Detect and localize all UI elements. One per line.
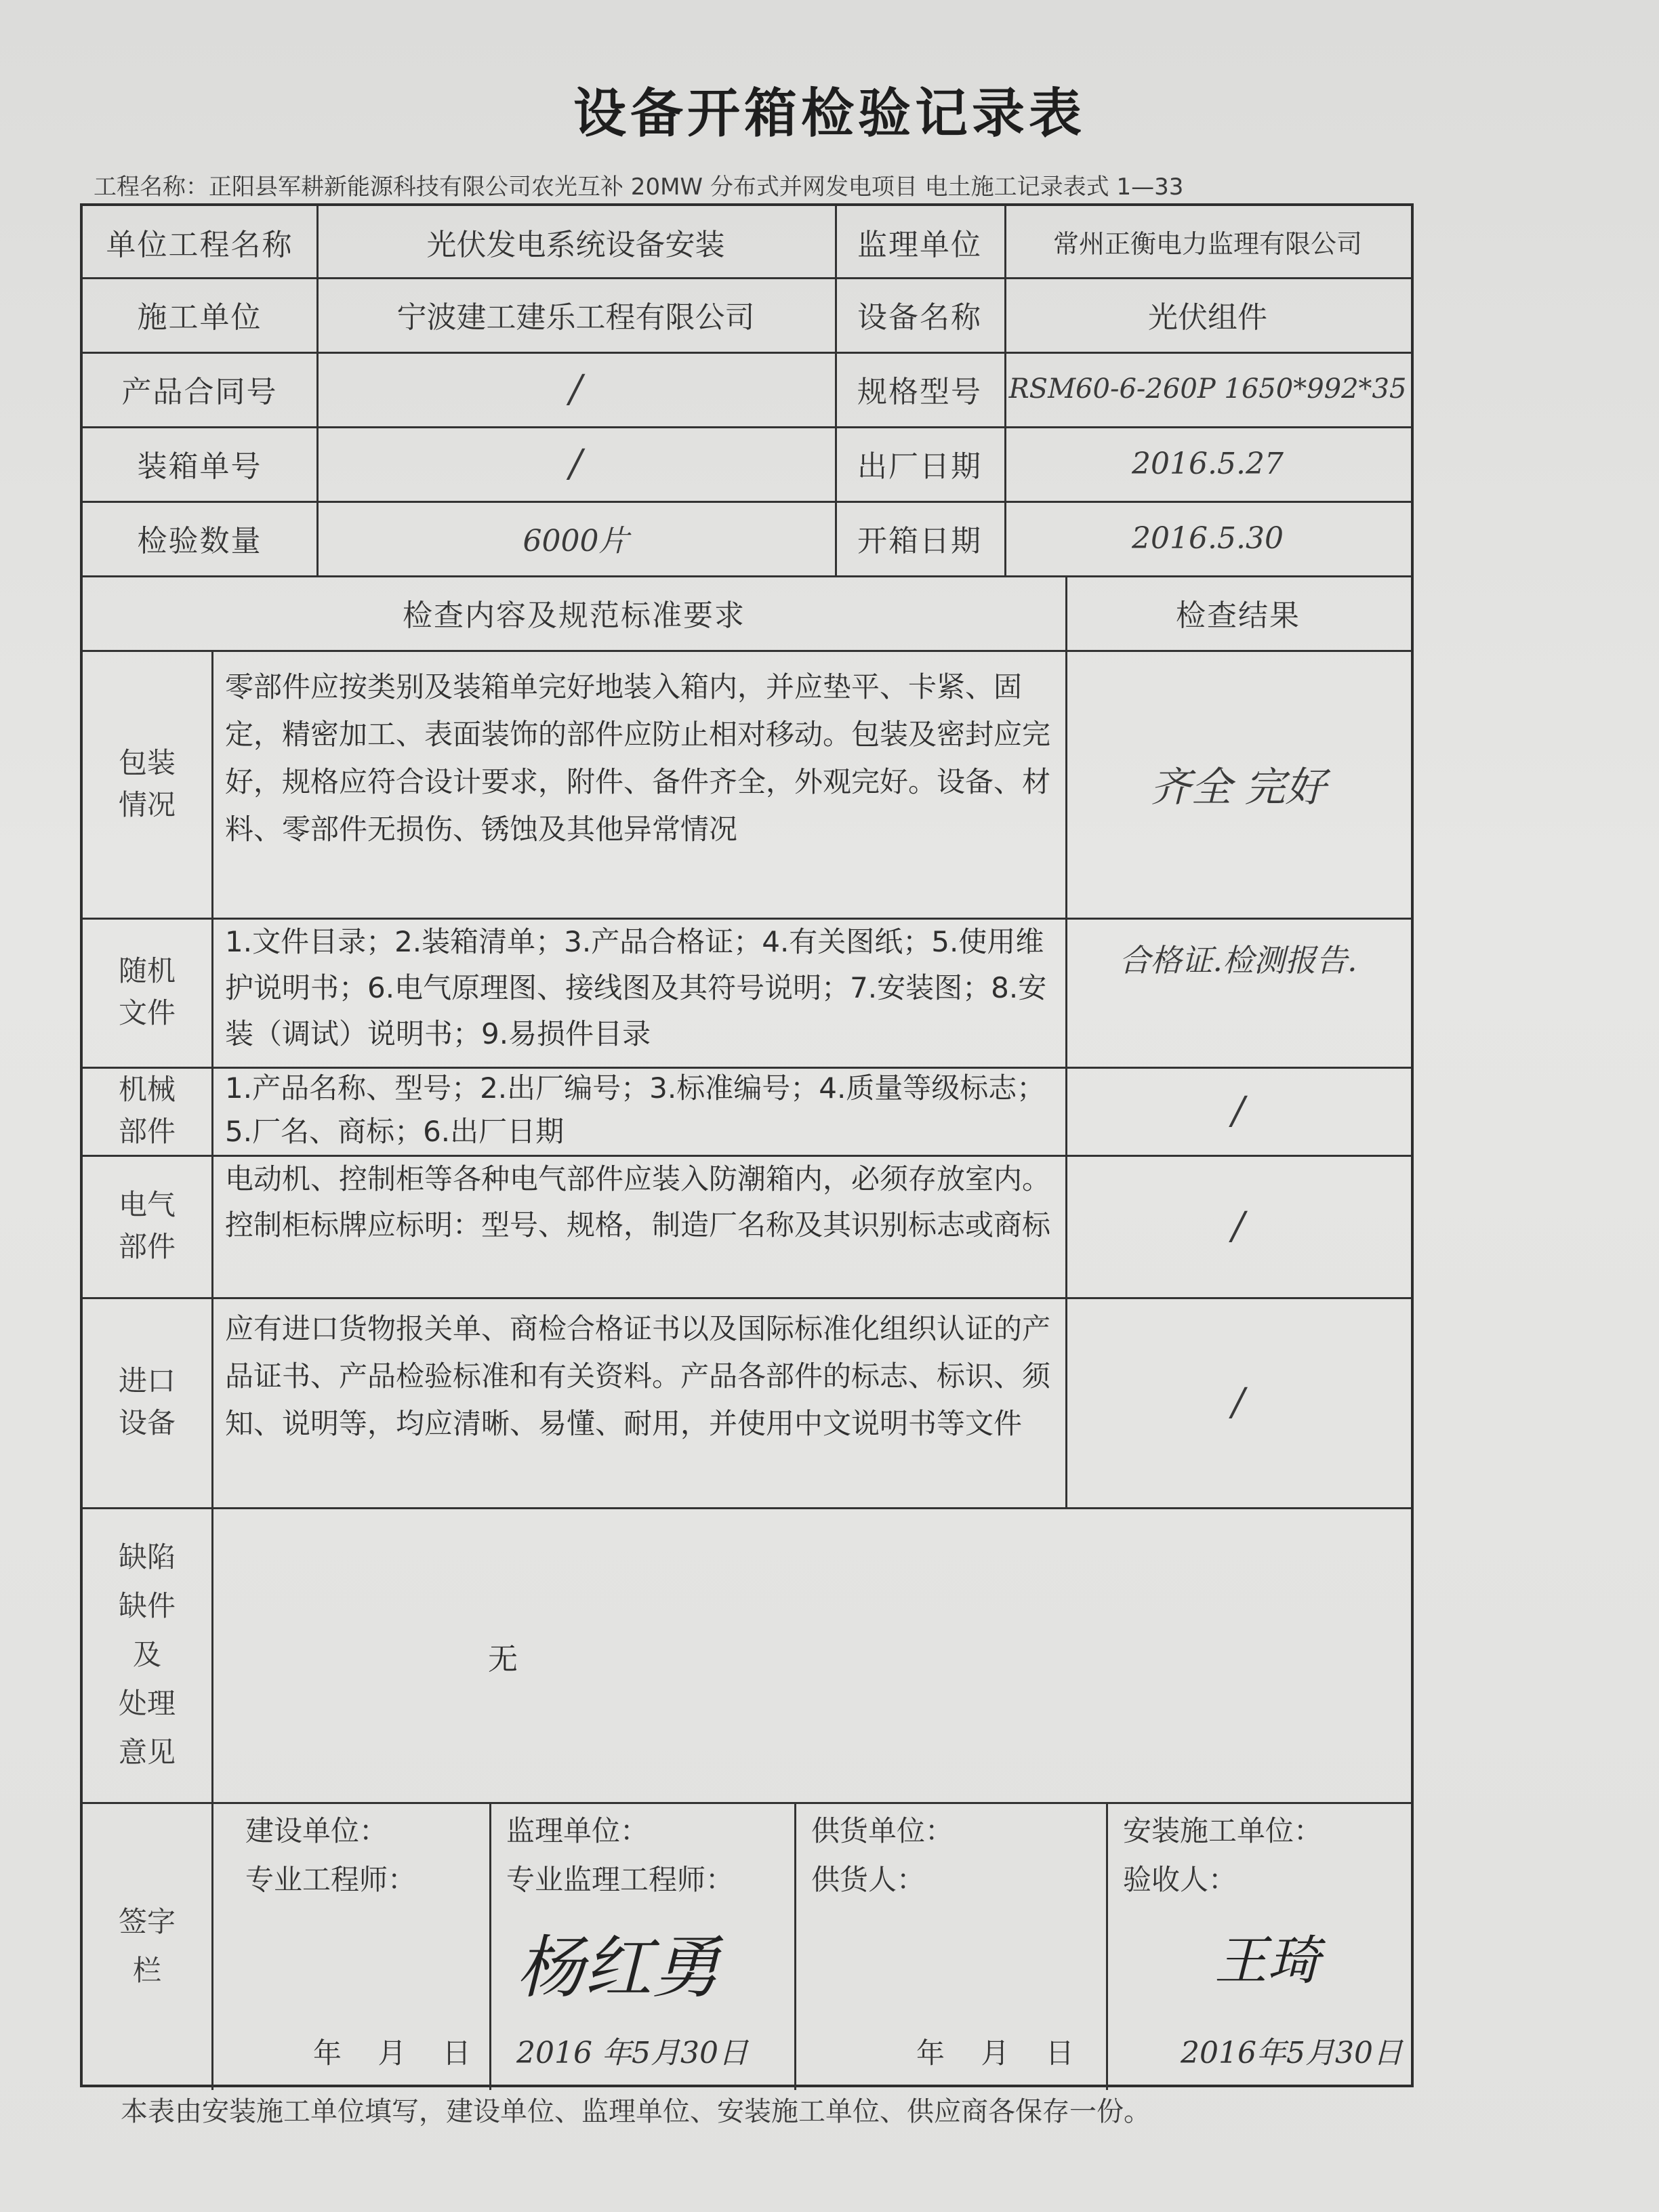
footer-note: 本表由安装施工单位填写，建设单位、监理单位、安装施工单位、供应商各保存一份。 [121,2096,1151,2127]
qty-value: 6000片 [523,524,629,558]
open-date-value: 2016.5.30 [1132,520,1284,556]
unit-project-value: 光伏发电系统设备安装 [426,227,725,262]
supply-date: 年 月 日 [916,2036,1074,2070]
constructor-value: 宁波建工建乐工程有限公司 [396,300,755,335]
contract-label: 产品合同号 [121,375,278,409]
spec-value: RSM60-6-260P 1650*992*35 [1008,373,1407,405]
content-mechanical: 1.产品名称、型号；2.出厂编号；3.标准编号；4.质量等级标志；5.厂名、商标；6.出厂日期 [225,1071,1046,1148]
content-electrical: 电动机、控制柜等各种电气部件应装入防潮箱内，必须存放室内。控制柜标牌应标明：型号、规格，制造厂名称及其识别标志或商标 [225,1162,1051,1242]
result-packaging: 齐全 完好 [1150,763,1326,811]
constructor-label: 施工单位 [137,300,262,335]
supervisor-label: 监理单位 [857,227,982,262]
result-header: 检查结果 [1176,598,1300,633]
build-date: 年 月 日 [313,2036,471,2070]
install-unit-label: 安装施工单位： [1123,1814,1323,1847]
category-electrical: 电气 部件 [118,1188,176,1263]
factory-date-value: 2016.5.27 [1132,446,1284,481]
result-imported: / [1231,1380,1245,1425]
category-documents: 随机 文件 [118,954,176,1029]
open-date-label: 开箱日期 [857,524,982,558]
result-documents: 合格证.检测报告. [1119,942,1357,979]
equipment-label: 设备名称 [857,300,982,335]
install-date: 2016年5月30日 [1181,2036,1403,2070]
form-title: 设备开箱检验记录表 [573,83,1086,144]
content-documents: 1.文件目录；2.装箱清单；3.产品合格证；4.有关图纸；5.使用维护说明书；6.电气原理图、接线图及其符号说明；7.安装图；8.安装（调试）说明书；9.易损件目录 [225,925,1047,1050]
factory-date-label: 出厂日期 [857,449,982,484]
supervise-engineer-label: 专业监理工程师： [506,1863,735,1896]
supervise-date: 2016 年5月30日 [516,2036,748,2070]
spec-label: 规格型号 [857,375,982,409]
unit-project-label: 单位工程名称 [106,227,293,262]
result-electrical: / [1231,1204,1245,1248]
packing-value: / [569,441,582,486]
qty-label: 检验数量 [137,524,262,558]
supervise-unit-label: 监理单位： [506,1814,649,1847]
packing-label: 装箱单号 [137,449,262,484]
defect-label: 缺陷 缺件 及 处理 意见 [118,1540,176,1769]
category-imported: 进口 设备 [118,1364,176,1439]
build-unit-label: 建设单位： [245,1814,388,1847]
supervisor-value: 常州正衡电力监理有限公司 [1052,229,1362,259]
equipment-value: 光伏组件 [1148,300,1267,335]
supervise-signature: 杨红勇 [516,1928,720,2007]
build-engineer-label: 专业工程师： [245,1863,417,1896]
category-packaging: 包装 情况 [118,745,176,821]
project-name-line: 工程名称：正阳县军耕新能源科技有限公司农光互补 20MW 分布式并网发电项目 电土施工记录表式 1—33 [94,173,1184,201]
content-header: 检查内容及规范标准要求 [403,598,745,633]
install-signature: 王琦 [1214,1931,1321,1992]
receiver-label: 验收人： [1123,1863,1237,1896]
content-packaging: 零部件应按类别及装箱单完好地装入箱内，并应垫平、卡紧、固定，精密加工、表面装饰的部件应防止相对移动。包装及密封应完好，规格应符合设计要求，附件、备件齐全，外观完好。设备、材料、零部件无损伤、锈蚀及其他异常情况 [225,670,1051,846]
category-mechanical: 机械 部件 [118,1073,176,1148]
defect-value: 无 [488,1642,518,1677]
form-table [80,203,1414,2087]
content-imported: 应有进口货物报关单、商检合格证书以及国际标准化组织认证的产品证书、产品检验标准和有关资料。产品各部件的标志、标识、须知、说明等，均应清晰、易懂、耐用，并使用中文说明书等文件 [225,1312,1051,1440]
result-mechanical: / [1231,1088,1245,1133]
supply-unit-label: 供货单位： [811,1814,954,1847]
supplier-label: 供货人： [811,1863,926,1896]
signature-label: 签字 栏 [118,1904,176,1987]
contract-value: / [569,367,582,411]
